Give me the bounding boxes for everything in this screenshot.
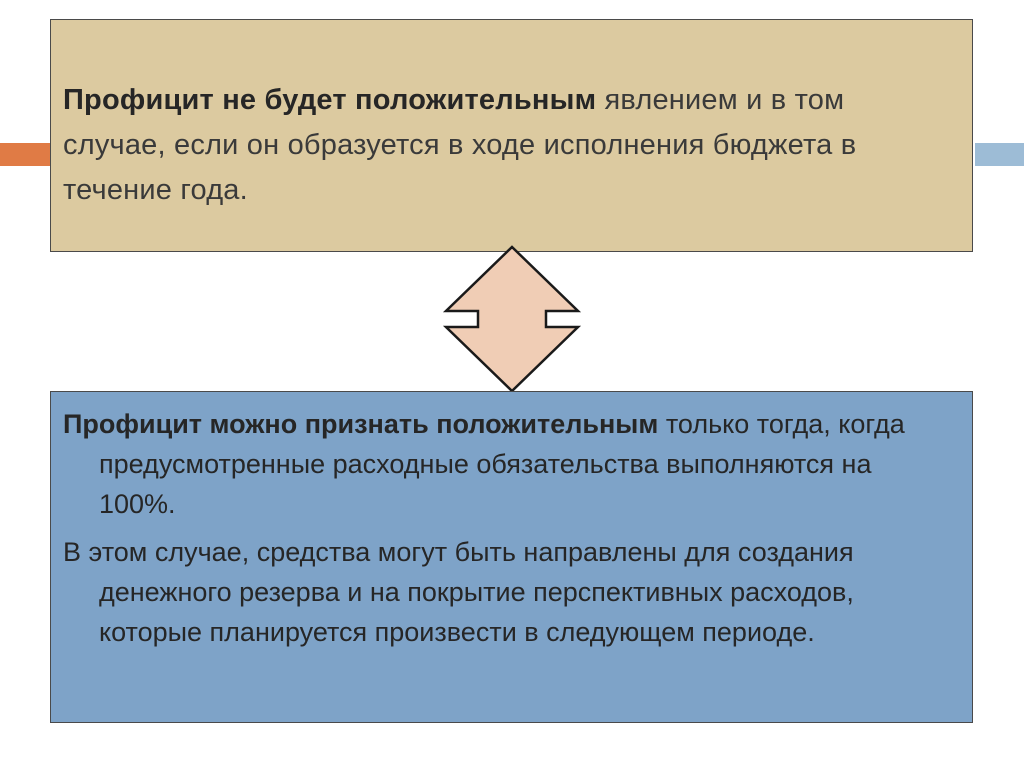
bottom-paragraph-1-bold: Профицит можно признать положительным: [63, 409, 659, 439]
top-statement-box: [50, 19, 973, 252]
top-statement-rest: явлением и в том случае, если он образуется в ходе исполнения бюджета в течение года.: [63, 84, 857, 206]
up-down-arrow-icon: [442, 245, 582, 393]
bottom-paragraph-2: В этом случае, средства могут быть направлены для создания денежного резерва и на покрытие перспективных расходов, которые планируется произвести в следующем периоде.: [63, 537, 854, 647]
accent-bar-left: [0, 143, 50, 166]
top-statement-bold: Профицит не будет положительным: [63, 84, 597, 116]
accent-bar-right: [975, 143, 1024, 166]
top-statement-text: [63, 78, 932, 213]
bottom-paragraph-1-rest: только тогда, когда предусмотренные расходные обязательства выполняются на 100%.: [99, 409, 905, 519]
bottom-paragraph-1: [63, 404, 942, 524]
bottom-statement-box: [50, 391, 973, 723]
